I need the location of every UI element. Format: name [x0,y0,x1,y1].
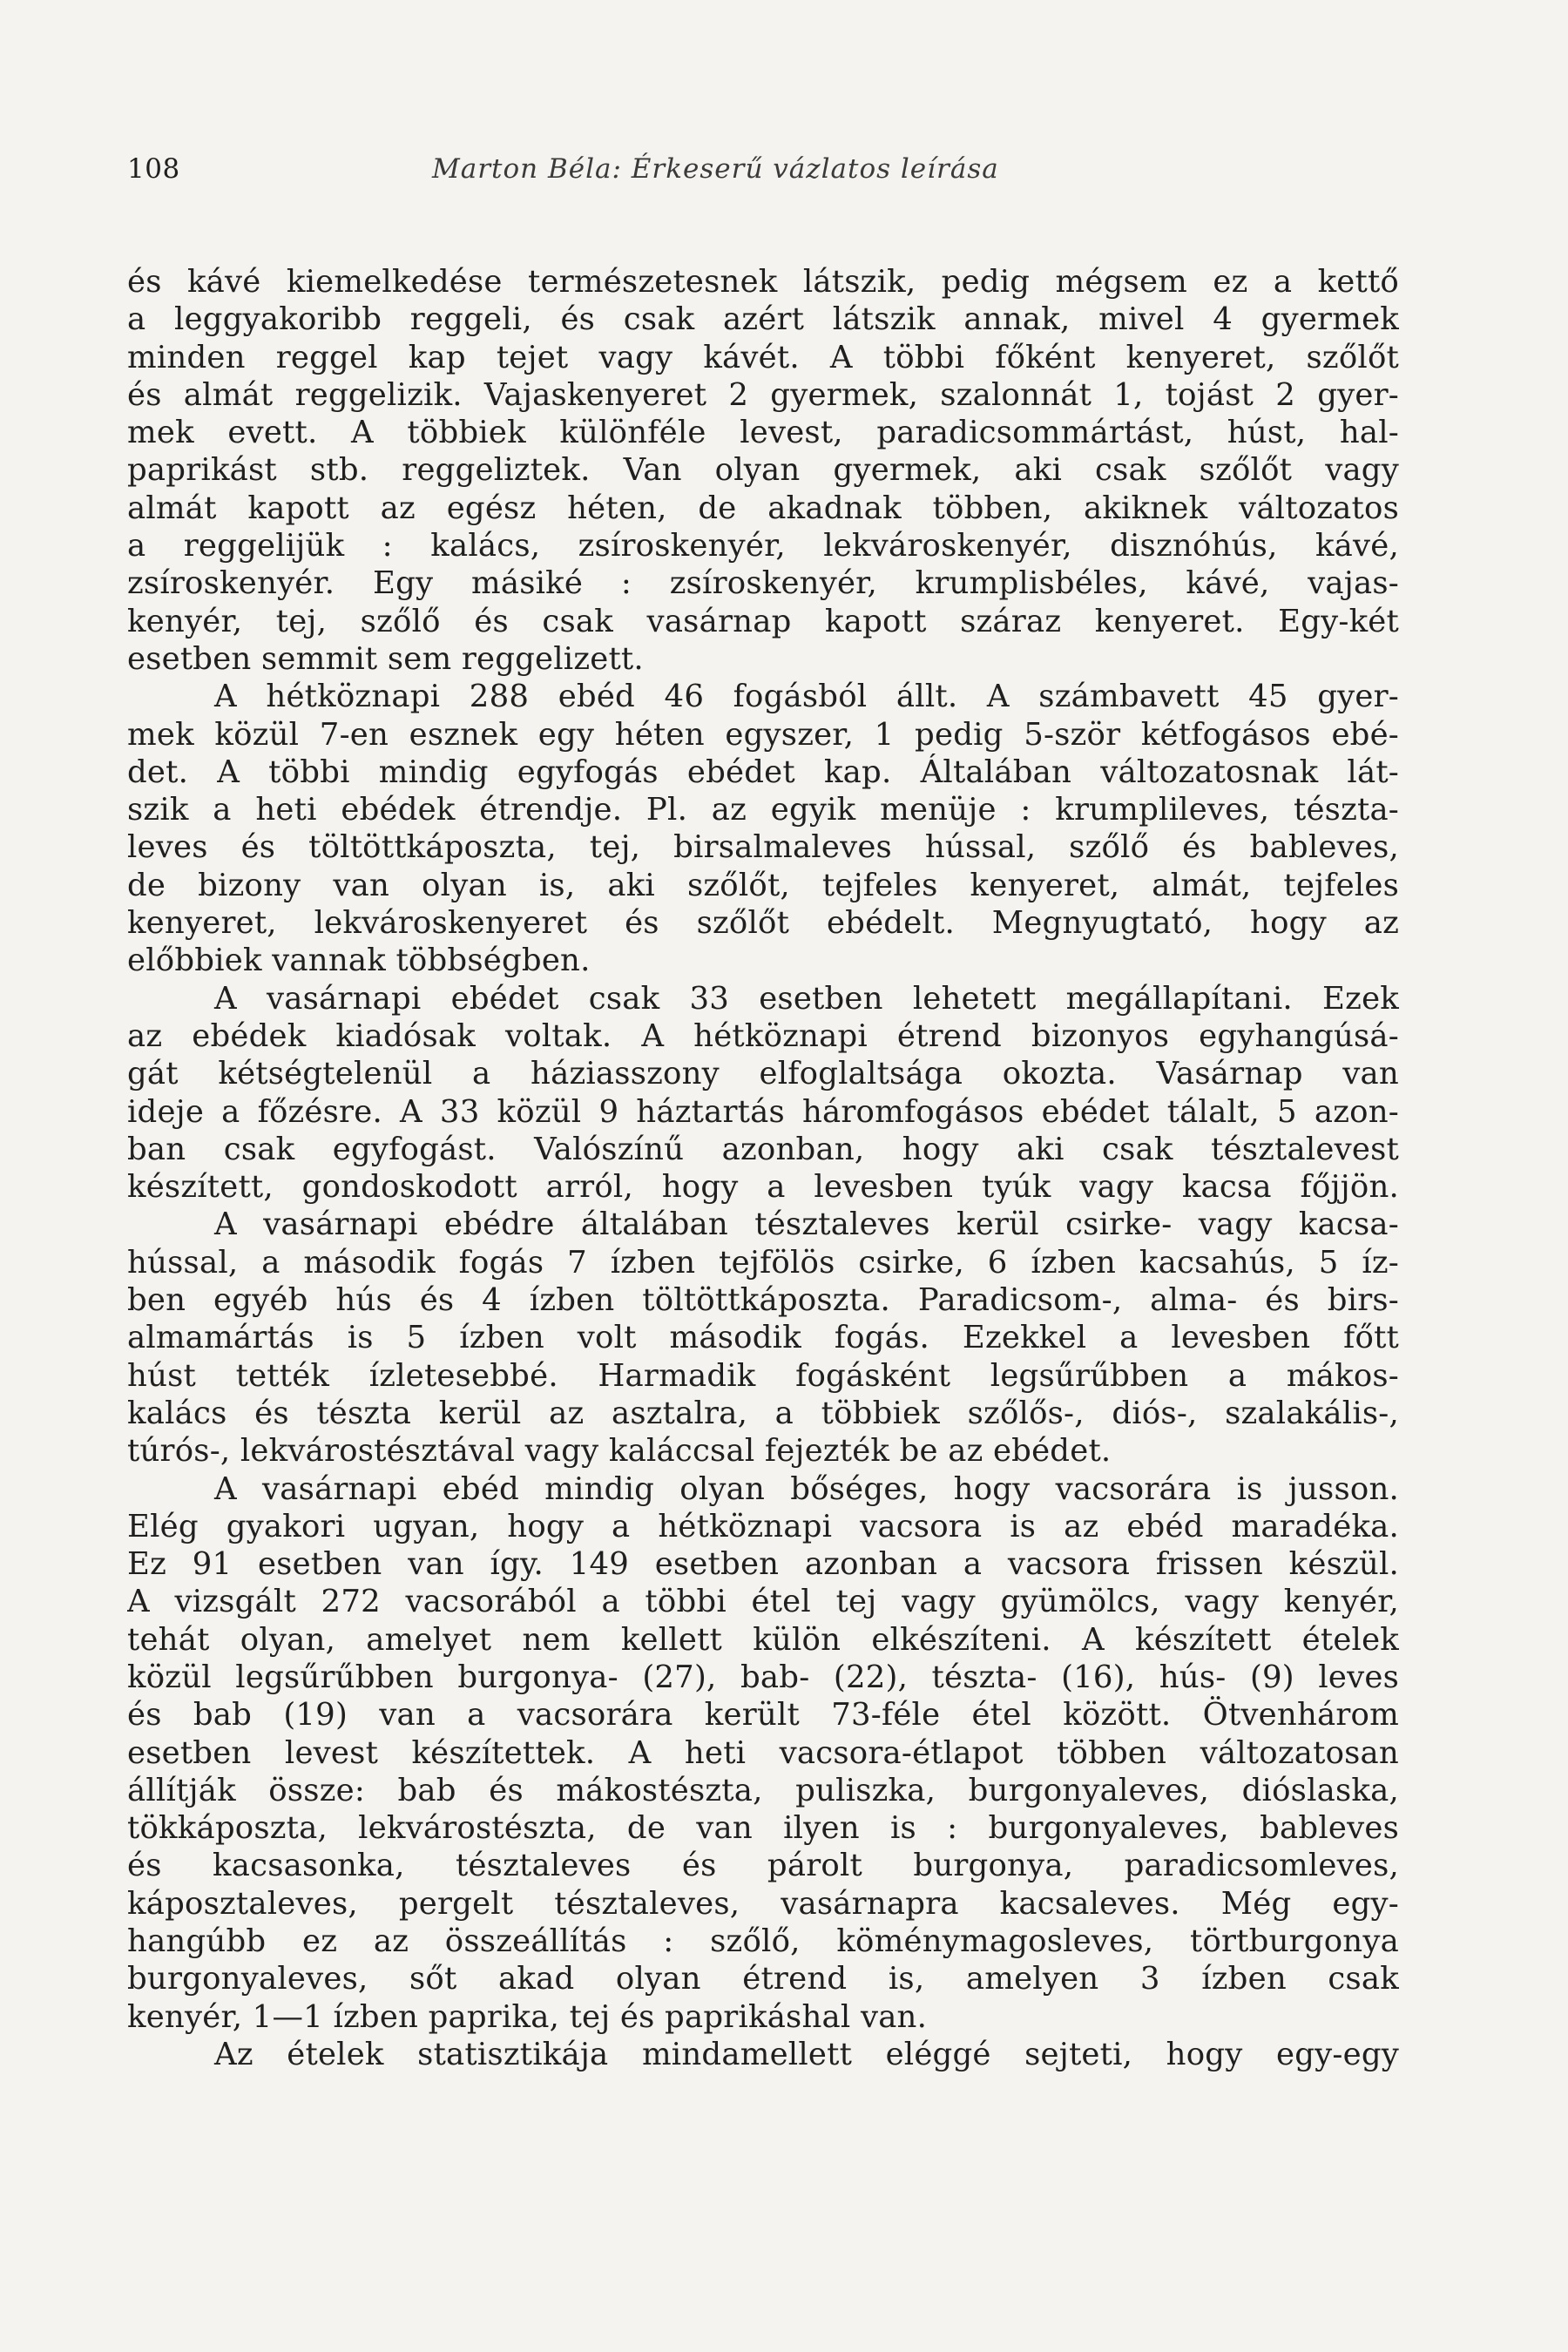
text-line: kalács és tészta kerül az asztalra, a többiek szőlős-, diós-, szalakális-, [127,1395,1399,1431]
text-line: az ebédek kiadósak voltak. A hétköznapi étrend bizonyos egyhangúsá- [127,1017,1399,1054]
text-line: készített, gondoskodott arról, hogy a levesben tyúk vagy kacsa főjjön. [127,1169,1399,1206]
text-line: a leggyakoribb reggeli, és csak azért látszik annak, mivel 4 gyermek [127,301,1399,338]
text-line: A vasárnapi ebéd mindig olyan bőséges, hogy vacsorára is jusson. [214,1470,1399,1507]
text-line: és kávé kiemelkedése természetesnek látszik, pedig mégsem ez a kettő [127,264,1399,300]
text-line: A vizsgált 272 vacsorából a többi étel tej vagy gyümölcs, vagy kenyér, [127,1584,1399,1620]
body-text [127,263,1399,2073]
text-line: kenyér, 1—1 ízben paprika, tej és paprikáshal van. [127,1998,928,2035]
text-line: minden reggel kap tejet vagy kávét. A többi főként kenyeret, szőlőt [127,339,1399,375]
text-line: állítják össze: bab és mákostészta, puliszka, burgonyaleves, dióslaska, [127,1772,1399,1808]
text-line: és kacsasonka, tésztaleves és párolt burgonya, paradicsomleves, [127,1848,1399,1884]
text-line: kenyeret, lekvároskenyeret és szőlőt ebédelt. Megnyugtató, hogy az [127,905,1399,942]
text-line: Elég gyakori ugyan, hogy a hétköznapi vacsora is az ebéd maradéka. [127,1508,1399,1544]
text-line: káposztaleves, pergelt tésztaleves, vasárnapra kacsaleves. Még egy- [127,1885,1399,1922]
text-line: hússal, a második fogás 7 ízben tejfölös csirke, 6 ízben kacsahús, 5 íz- [127,1244,1399,1281]
text-line: tökkáposzta, lekvárostészta, de van ilyen is : burgonyaleves, bableves [127,1810,1399,1847]
text-line: mek közül 7-en esznek egy héten egyszer, 1 pedig 5-ször kétfogásos ebé- [127,716,1399,753]
text-line: és almát reggelizik. Vajaskenyeret 2 gyermek, szalonnát 1, tojást 2 gyer- [127,376,1399,413]
text-line: paprikást stb. reggeliztek. Van olyan gyermek, aki csak szőlőt vagy [127,452,1399,489]
text-line: túrós-, lekvárostésztával vagy kaláccsal fejezték be az ebédet. [127,1433,1112,1470]
text-line: de bizony van olyan is, aki szőlőt, tejfeles kenyeret, almát, tejfeles [127,867,1399,903]
text-line: esetben levest készítettek. A heti vacsora-étlapot többen változatosan [127,1734,1399,1771]
text-line: Ez 91 esetben van így. 149 esetben azonban a vacsora frissen készül. [127,1546,1399,1583]
text-line: A hétköznapi 288 ebéd 46 fogásból állt. A számbavett 45 gyer- [214,679,1399,715]
text-line: húst tették ízletesebbé. Harmadik fogásként legsűrűbben a mákos- [127,1357,1399,1394]
text-line: mek evett. A többiek különféle levest, paradicsommártást, húst, hal- [127,415,1399,451]
text-line: hangúbb ez az összeállítás : szőlő, köménymagosleves, törtburgonya [127,1923,1399,1960]
text-line: burgonyaleves, sőt akad olyan étrend is, amelyen 3 ízben csak [127,1961,1399,1997]
text-line: almamártás is 5 ízben volt második fogás. Ezekkel a levesben főtt [127,1320,1399,1356]
text-line: tehát olyan, amelyet nem kellett külön elkészíteni. A készített ételek [127,1621,1399,1658]
text-line: ben egyéb hús és 4 ízben töltöttkáposzta. Paradicsom-, alma- és birs- [127,1282,1399,1319]
text-line: előbbiek vannak többségben. [127,943,591,979]
text-line: A vasárnapi ebédre általában tésztaleves kerül csirke- vagy kacsa- [214,1206,1399,1243]
text-line: közül legsűrűbben burgonya- (27), bab- (22), tészta- (16), hús- (9) leves [127,1659,1399,1695]
text-line: det. A többi mindig egyfogás ebédet kap. Általában változatosnak lát- [127,754,1399,790]
text-line: ban csak egyfogást. Valószínű azonban, hogy aki csak tésztalevest [127,1131,1399,1167]
text-line: kenyér, tej, szőlő és csak vasárnap kapott száraz kenyeret. Egy-két [127,603,1399,639]
text-line: esetben semmit sem reggelizett. [127,640,644,677]
text-line: Az ételek statisztikája mindamellett eléggé sejteti, hogy egy-egy [214,2036,1399,2072]
running-head: Marton Béla: Érkeserű vázlatos leírása [432,153,999,185]
text-line: a reggelijük : kalács, zsíroskenyér, lekvároskenyér, disznóhús, kávé, [127,528,1399,564]
text-line: almát kapott az egész héten, de akadnak többen, akiknek változatos [127,490,1399,526]
text-line: ideje a főzésre. A 33 közül 9 háztartás háromfogásos ebédet tálalt, 5 azon- [127,1093,1399,1130]
text-line: A vasárnapi ebédet csak 33 esetben lehetett megállapítani. Ezek [214,980,1399,1017]
text-line: gát kétségtelenül a háziasszony elfoglaltsága okozta. Vasárnap van [127,1056,1399,1092]
text-line: szik a heti ebédek étrendje. Pl. az egyik menüje : krumplileves, tészta- [127,792,1399,828]
text-line: és bab (19) van a vacsorára került 73-féle étel között. Ötvenhárom [127,1697,1399,1734]
page-header [127,146,1399,199]
text-line: zsíroskenyér. Egy másiké : zsíroskenyér, krumplisbéles, kávé, vajas- [127,565,1399,602]
page-number: 108 [127,153,180,185]
text-line: leves és töltöttkáposzta, tej, birsalmaleves hússal, szőlő és bableves, [127,829,1399,866]
